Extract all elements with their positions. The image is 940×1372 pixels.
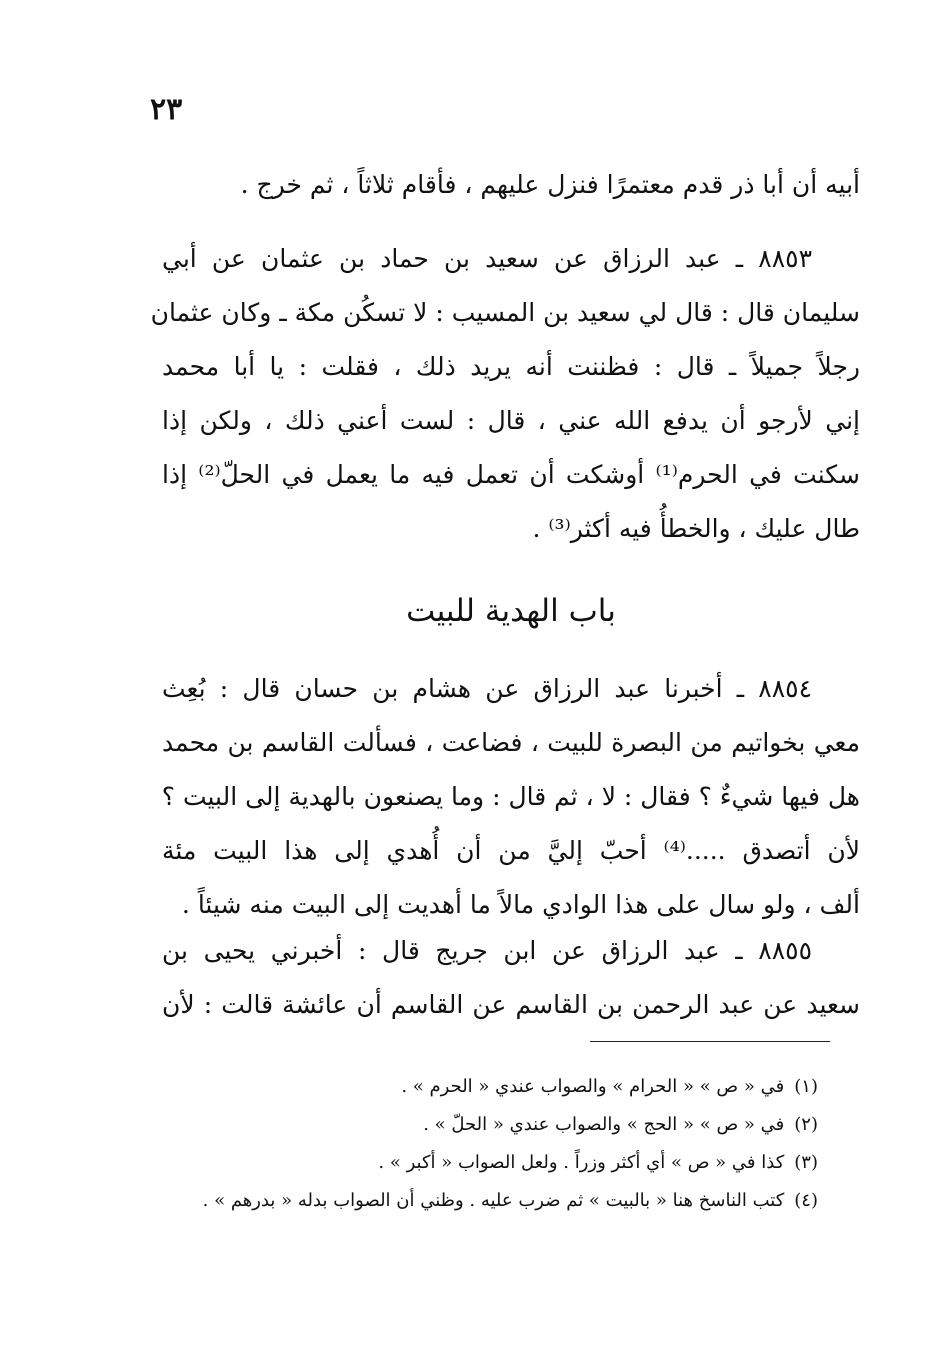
text-line: هل فيها شيءٌ ؟ فقال : لا ، ثم قال : وما يصنعون بالهدية إلى البيت ؟ <box>161 782 860 811</box>
text-line: سعيد عن عبد الرحمن بن القاسم عن القاسم أن عائشة قالت : لأن <box>162 990 860 1019</box>
footnote-text: كتب الناسخ هنا « بالبيت » ثم ضرب عليه . وظني أن الصواب بدله « بدرهم » . <box>202 1190 785 1211</box>
continuation-paragraph <box>162 158 860 212</box>
text-line: أبيه أن أبا ذر قدم معتمرًا فنزل عليهم ، فأقام ثلاثاً ، ثم خرج . <box>240 170 860 199</box>
text-line: ألف ، ولو سال على هذا الوادي مالاً ما أهديت إلى البيت منه شيئاً . <box>181 890 860 919</box>
footnote-2 <box>162 1106 860 1144</box>
footnote-text: في « ص » « الحج » والصواب عندي « الحلّ » . <box>423 1114 785 1135</box>
footnotes <box>162 1068 860 1220</box>
hadith-8855 <box>162 924 860 1032</box>
text-line: طال عليك ، والخطأُ فيه أكثر⁽³⁾ . <box>532 514 860 543</box>
text-line: إني لأرجو أن يدفع الله عني ، قال : لست أعني ذلك ، ولكن إذا <box>162 406 860 435</box>
page-number: ٢٣ <box>150 92 183 127</box>
text-line: ٨٨٥٤ ـ أخبرنا عبد الرزاق عن هشام بن حسان قال : بُعِث <box>162 674 812 703</box>
text-line: ٨٨٥٥ ـ عبد الرزاق عن ابن جريج قال : أخبرني يحيى بن <box>162 936 812 965</box>
footnote-1 <box>162 1068 860 1106</box>
footnote-number: (٤) <box>794 1190 818 1211</box>
text-line: رجلاً جميلاً ـ قال : فظننت أنه يريد ذلك ، فقلت : يا أبا محمد <box>162 352 860 381</box>
text-line: معي بخواتيم من البصرة للبيت ، فضاعت ، فسألت القاسم بن محمد <box>162 728 860 757</box>
footnote-text: في « ص » « الحرام » والصواب عندي « الحرم » . <box>401 1076 785 1097</box>
text-line: سكنت في الحرم⁽¹⁾ أوشكت أن تعمل فيه ما يعمل في الحلّ⁽²⁾ إذا <box>162 460 860 489</box>
footnote-3 <box>162 1144 860 1182</box>
footnote-number: (٢) <box>794 1114 818 1135</box>
footnote-4 <box>162 1182 860 1220</box>
text-line: لأن أتصدق .....⁽⁴⁾ أحبّ إليَّ من أن أُهدي إلى هذا البيت مئة <box>162 836 860 865</box>
footnote-number: (٣) <box>794 1152 818 1173</box>
text-line: ٨٨٥٣ ـ عبد الرزاق عن سعيد بن حماد بن عثمان عن أبي <box>162 244 812 273</box>
hadith-8854 <box>162 662 860 932</box>
text-line: سليمان قال : قال لي سعيد بن المسيب : لا تسكُن مكة ـ وكان عثمان <box>150 298 860 327</box>
chapter-title: باب الهدية للبيت <box>406 593 616 629</box>
footnote-text: كذا في « ص » أي أكثر وزراً . ولعل الصواب « أكبر » . <box>378 1152 785 1173</box>
footnote-number: (١) <box>794 1076 818 1097</box>
footnote-divider <box>590 1041 830 1042</box>
hadith-8853 <box>150 232 860 556</box>
